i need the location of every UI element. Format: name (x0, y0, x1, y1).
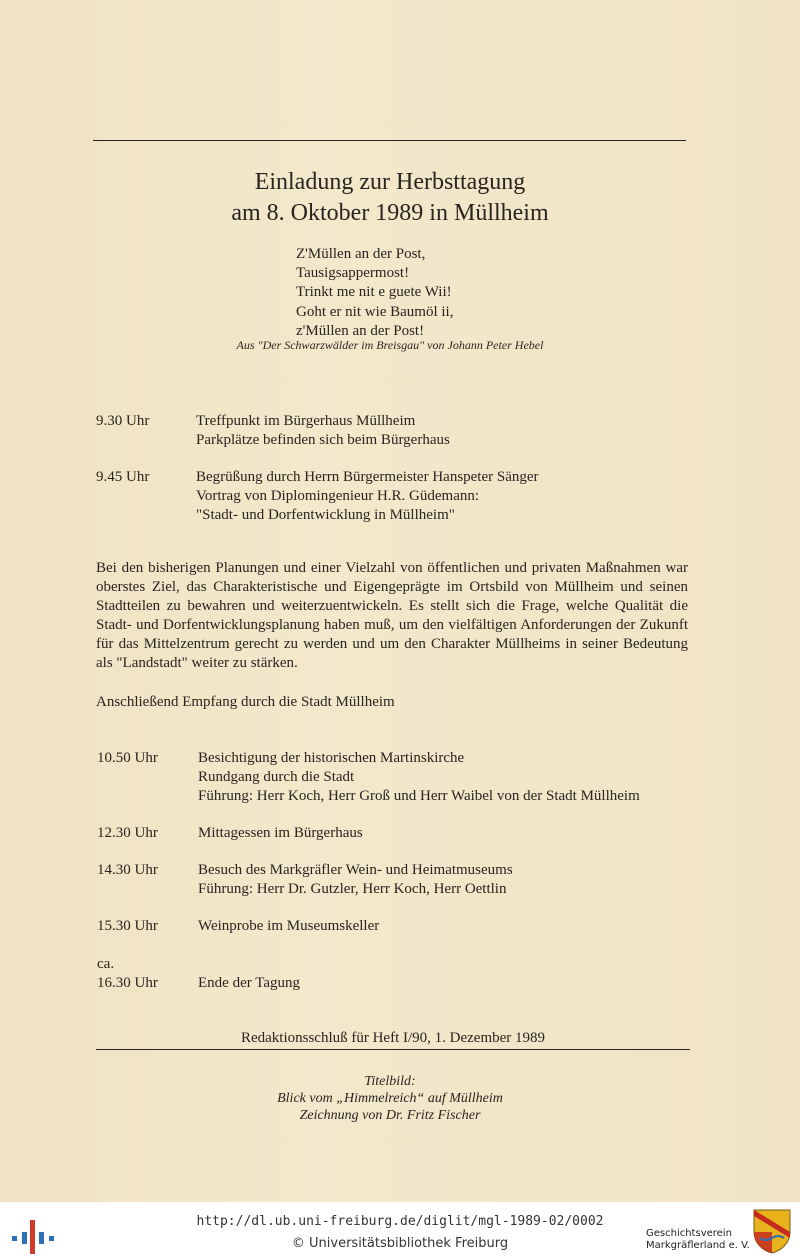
entry-line: Rundgang durch die Stadt (198, 769, 355, 785)
bottom-rule (96, 1049, 690, 1050)
cover-credit-line: Blick vom „Himmelreich“ auf Müllheim (277, 1091, 503, 1106)
entry-time: 16.30 Uhr (97, 975, 158, 991)
entry-line: Weinprobe im Museumskeller (198, 918, 380, 934)
source-url-link[interactable]: http://dl.ub.uni-freiburg.de/diglit/mgl-1989-02/0002 (196, 1214, 604, 1229)
entry-time: 9.30 Uhr (96, 413, 150, 429)
poem-line: Trinkt me nit e guete Wii! (296, 284, 452, 301)
poem-source: Aus "Der Schwarzwälder im Breisgau" von Johann Peter Hebel (236, 338, 544, 352)
entry-line: Besuch des Markgräfler Wein- und Heimatmuseums (198, 862, 513, 878)
copyright-text: © Universitätsbibliothek Freiburg (291, 1236, 509, 1251)
footer-bar (0, 1202, 800, 1259)
entry-time: 9.45 Uhr (96, 469, 150, 485)
poem (296, 245, 453, 341)
page-title-line-2: am 8. Oktober 1989 in Müllheim (231, 200, 549, 226)
poem-line: Goht er nit wie Baumöl ii, (296, 303, 454, 320)
entry-time: 15.30 Uhr (97, 918, 158, 934)
entry-line: Treffpunkt im Bürgerhaus Müllheim (196, 413, 416, 429)
entry-line: Parkplätze befinden sich beim Bürgerhaus (196, 432, 450, 448)
poem-line: z'Müllen an der Post! (296, 322, 425, 339)
cover-credit-line: Zeichnung von Dr. Fritz Fischer (299, 1108, 481, 1123)
entry-prefix: ca. (97, 956, 115, 972)
body-paragraph: Bei den bisherigen Planungen und einer Vielzahl von öffentlichen und privaten Maßnahmen war oberstes Ziel, das Charakteristische und Eigengeprägte im Ortsbild von Müllheim und seinen Stadtteilen zu bewahren und weiterzuentwickeln. Es stellt sich die Frage, welche Qualität die Stadt- und Dorfentwicklungsplanung haben muß, um den vielfältigen Anforderungen der Zukunft für das Mittelzentrum gerecht zu werden und um den Charakter Müllheims in seiner Bedeutung als "Landstadt" weiter zu stärken. (96, 560, 688, 671)
entry-line: Mittagessen im Bürgerhaus (198, 825, 363, 841)
coat-of-arms-icon (752, 1208, 792, 1254)
reception-note: Anschließend Empfang durch die Stadt Müllheim (96, 694, 395, 710)
entry-line: Führung: Herr Koch, Herr Groß und Herr Waibel von der Stadt Müllheim (198, 788, 640, 804)
organization-line: Markgräflerland e. V. (646, 1240, 750, 1251)
cover-credit-heading: Titelbild: (364, 1074, 416, 1089)
entry-line: "Stadt- und Dorfentwicklung in Müllheim" (196, 507, 455, 523)
poem-line: Z'Müllen an der Post, (296, 246, 426, 262)
entry-line: Ende der Tagung (198, 975, 300, 991)
entry-time: 12.30 Uhr (97, 825, 158, 841)
deadline-note: Redaktionsschluß für Heft I/90, 1. Dezember 1989 (240, 1030, 546, 1046)
entry-line: Besichtigung der historischen Martinskirche (198, 750, 465, 766)
organization-line: Geschichtsverein (646, 1228, 732, 1239)
page-title-line-1: Einladung zur Herbsttagung (254, 169, 526, 195)
entry-line: Begrüßung durch Herrn Bürgermeister Hanspeter Sänger (196, 469, 539, 485)
top-rule (93, 140, 686, 141)
poem-line: Tausigsappermost! (296, 265, 410, 282)
entry-time: 14.30 Uhr (97, 862, 158, 878)
entry-line: Vortrag von Diplomingenieur H.R. Güdemann: (196, 488, 480, 504)
entry-line: Führung: Herr Dr. Gutzler, Herr Koch, Herr Oettlin (198, 881, 507, 897)
entry-time: 10.50 Uhr (97, 750, 158, 766)
organization-name (646, 1228, 750, 1252)
